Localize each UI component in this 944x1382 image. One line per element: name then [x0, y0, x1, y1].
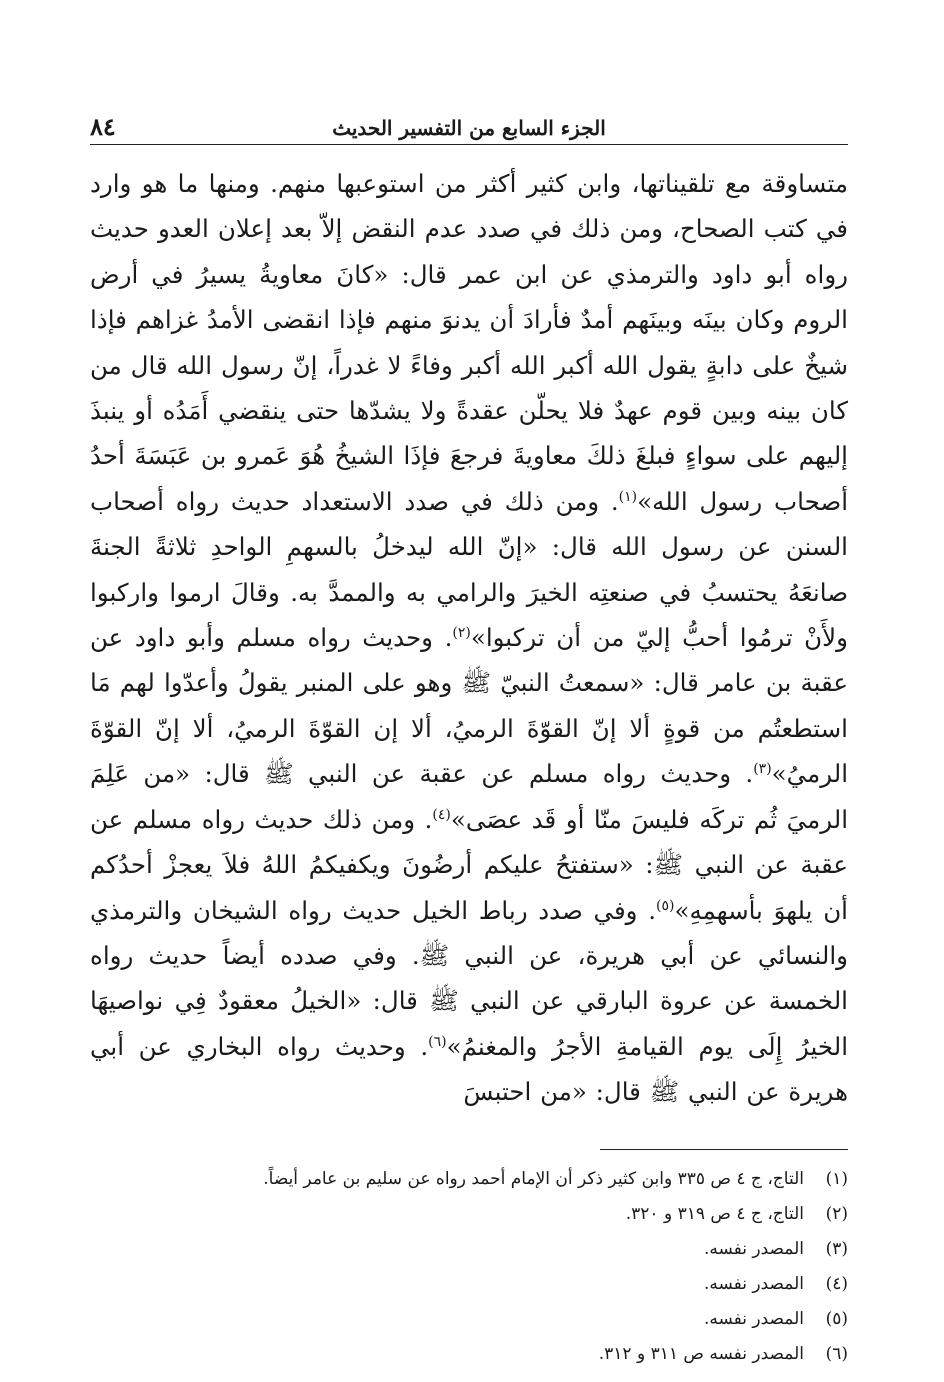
footnote-item: [90, 1302, 848, 1337]
footnote-item: [90, 1162, 848, 1197]
footnote-item: [90, 1337, 848, 1372]
main-paragraph: [90, 161, 848, 1115]
footnote-item: [90, 1232, 848, 1267]
text-segment: . ومن ذلك في صدد الاستعداد حديث رواه أصحاب السنن عن رسول الله قال: «إنّ الله ليدخلُ بالسهمِ الواحدِ ثلاثةً الجنةَ صانعَهُ يحتسبُ في صنعتِه الخيرَ والرامي به والممدَّ به. وقالَ ارموا واركبوا ولأَنْ ترمُوا أحبُّ إليّ من أن تركبوا»: [90, 486, 848, 653]
text-segment: . وفي صدد رباط الخيل حديث رواه الشيخان والترمذي والنسائي عن أبي هريرة، عن النبي ﷺ. وفي صدده أيضاً حديث رواه الخمسة عن عروة البارقي عن النبي ﷺ قال: «الخيلُ معقودٌ فِي نواصيهَا الخيرُ إِلَى يوم القيامةِ الأجرُ والمغنمُ»: [90, 895, 848, 1061]
footnote-text: المصدر نفسه.: [703, 1238, 804, 1259]
footnote-ref: (٦): [428, 1033, 447, 1050]
footnote-number: (٥): [825, 1308, 848, 1329]
text-segment: . وحديث رواه مسلم عن عقبة عن النبي ﷺ قال: «من عَلِمَ الرميَ ثُم تركَه فليسَ منّا أو قَد عصَى»: [90, 759, 849, 834]
text-segment: . وحديث رواه مسلم وأبو داود عن عقبة بن عامر قال: «سمعتُ النبيّ ﷺ وهو على المنبر يقولُ وأعدّوا لهم مَا استطعتُم من قوةٍ ألا إنّ القوّةَ الرميُ، ألا إن القوّةَ الرميُ، ألا إنّ القوّةَ الرميُ»: [90, 623, 848, 789]
book-page: [90, 108, 848, 1372]
footnote-number: (٤): [825, 1273, 848, 1294]
footnote-number: (٢): [825, 1203, 848, 1224]
footnote-ref: (٢): [452, 624, 471, 641]
footnote-ref: (٥): [656, 897, 675, 914]
text-segment: متساوقة مع تلقيناتها، وابن كثير أكثر من استوعبها منهم. ومنها ما هو وارد في كتب الصحاح، ومن ذلك في صدد عدم النقض إلاّ بعد إعلان العدو حديث رواه أبو داود والترمذي عن ابن عمر قال: «كانَ معاويةُ يسيرُ في أرض الروم وكان بينَه وبينَهم أمدٌ فأرادَ أن يدنوَ منهم فإذا انقضى الأمدُ غزاهم فإذا شيخٌ على دابةٍ يقول الله أكبر الله أكبر وفاءً لا غدراً، إنّ رسول الله قال من كان بينه وبين قوم عهدٌ فلا يحلّن عقدةً ولا يشدّها حتى ينقضي أَمَدُه أو ينبذَ إليهم على سواءٍ فبلغَ ذلكَ معاويةَ فرجعَ فإذَا الشيخُ هُوَ عَمرو بن عَبَسَةَ أحدُ أصحاب رسول الله»: [90, 169, 848, 516]
footnote-text: التاج، ج ٤ ص ٣١٩ و ٣٢٠.: [625, 1203, 804, 1224]
footnote-number: (٣): [825, 1238, 848, 1259]
footnotes-list: [90, 1162, 848, 1372]
footnote-number: (٦): [825, 1343, 848, 1364]
footnote-separator: [600, 1149, 848, 1150]
main-text: [90, 161, 848, 1115]
text-segment: . وحديث رواه البخاري عن أبي هريرة عن النبي ﷺ قال: «من احتبسَ: [90, 1031, 848, 1107]
running-header: [90, 108, 848, 145]
running-title: الجزء السابع من التفسير الحديث: [332, 116, 606, 140]
footnote-text: التاج، ج ٤ ص ٣٣٥ وابن كثير ذكر أن الإمام أحمد رواه عن سليم بن عامر أيضاً.: [263, 1168, 804, 1189]
page-number: ٨٤: [90, 112, 116, 141]
footnote-item: [90, 1267, 848, 1302]
footnote-text: المصدر نفسه ص ٣١١ و ٣١٢.: [598, 1343, 804, 1364]
footnote-text: المصدر نفسه.: [703, 1273, 804, 1294]
footnote-item: [90, 1197, 848, 1232]
footnote-number: (١): [825, 1168, 848, 1189]
footnote-ref: (٣): [753, 761, 772, 778]
footnote-ref: (٤): [432, 806, 451, 823]
footnote-text: المصدر نفسه.: [703, 1308, 804, 1329]
text-segment: . ومن ذلك حديث رواه مسلم عن عقبة عن النبي ﷺ: «ستفتحُ عليكم أرضُونَ ويكفيكمُ اللهُ فلاَ يعجزْ أحدُكم أن يلهوَ بأسهمِهِ»: [90, 804, 848, 925]
footnote-ref: (١): [618, 488, 638, 505]
